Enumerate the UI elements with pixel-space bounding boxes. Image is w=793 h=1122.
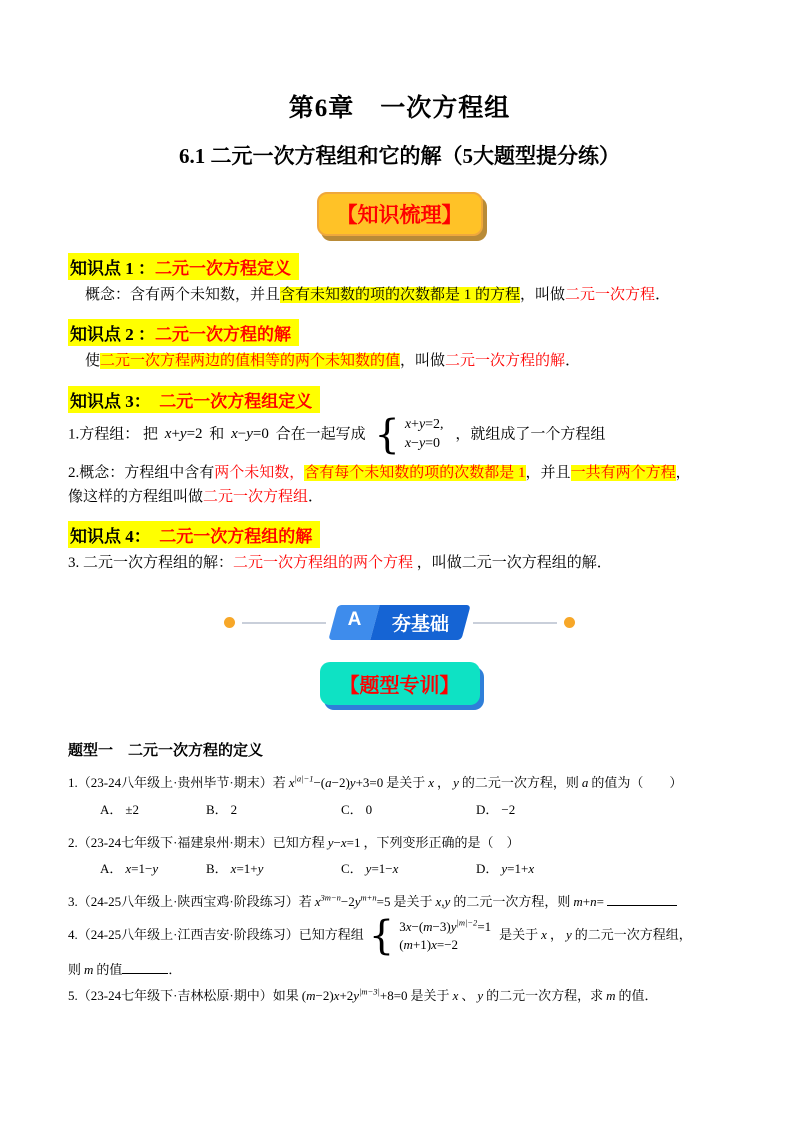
text-seg: 则 bbox=[68, 961, 82, 977]
kp2-body bbox=[68, 349, 731, 373]
option-b bbox=[206, 858, 341, 877]
text-seg: ，叫做 bbox=[400, 353, 446, 370]
text-seg: ． bbox=[655, 287, 671, 303]
math-var: x bbox=[541, 926, 547, 942]
math-var: m bbox=[84, 961, 94, 977]
question-type-badge: 【题型专训】 bbox=[320, 662, 480, 705]
kp1-header bbox=[68, 253, 299, 280]
q2-equation: y−x=1 bbox=[327, 834, 361, 850]
option-c bbox=[341, 858, 476, 877]
question-4 bbox=[68, 912, 731, 959]
q1-equation: $x^{|a|-1}-(a-2)y+3=0$ bbox=[288, 774, 384, 791]
text-seg: 是关于 bbox=[393, 893, 433, 909]
math-var: y bbox=[565, 926, 572, 942]
red-term: 二元一次方程组 bbox=[203, 488, 309, 505]
brace-icon: { bbox=[374, 411, 400, 458]
option-equation: x=1−y bbox=[125, 860, 159, 876]
text-seg: ， bbox=[549, 926, 563, 942]
text-seg: 2.（23-24七年级下·福建泉州·期末）已知方程 bbox=[68, 834, 325, 850]
inline-equation: x+y=2 bbox=[164, 426, 203, 443]
text-seg: ，并且 bbox=[525, 464, 571, 481]
kp2-header bbox=[68, 319, 299, 346]
text-seg: 是关于 bbox=[499, 926, 539, 942]
text-seg: 3. 二元一次方程组的解： bbox=[68, 555, 234, 572]
option-b bbox=[206, 799, 341, 818]
option-equation: y=1+x bbox=[501, 860, 535, 876]
option-equation: x=1+y bbox=[230, 860, 264, 876]
kp3-line1 bbox=[68, 411, 731, 458]
text-seg: 4.（24-25八年级上·江西吉安·阶段练习）已知方程组 bbox=[68, 926, 364, 942]
question-3 bbox=[68, 891, 731, 913]
option-equation: y=1−x bbox=[365, 860, 399, 876]
question-4-line2 bbox=[68, 959, 731, 981]
text-seg: ，叫做 bbox=[520, 287, 566, 303]
left-line bbox=[242, 622, 326, 624]
kp2-header-title: 二元一次方程的解 bbox=[155, 325, 291, 345]
red-term: 二元一次方程的解 bbox=[445, 353, 566, 370]
text-seg: ． bbox=[308, 488, 324, 505]
text-seg: 像这样的方程组叫做 bbox=[68, 488, 204, 505]
text-seg: ， bbox=[675, 464, 691, 481]
grade-label-box bbox=[370, 605, 470, 640]
kp1-header-prefix: 知识点 1 ： bbox=[70, 259, 155, 278]
answer-blank bbox=[607, 893, 677, 906]
kp4-section bbox=[68, 516, 731, 575]
text-seg: ，就组成了一个方程组 bbox=[455, 426, 606, 443]
option-label: B． bbox=[206, 801, 228, 817]
practice-badge-row bbox=[68, 662, 731, 709]
text-seg: 的值为（ ） bbox=[591, 775, 683, 791]
kp4-header bbox=[68, 521, 320, 548]
math-var: x bbox=[428, 775, 435, 791]
system-equations bbox=[402, 416, 447, 454]
option-value: −2 bbox=[501, 801, 516, 817]
kp1-body bbox=[68, 283, 731, 307]
system-eq1: x+y=2, bbox=[404, 416, 444, 432]
system-eq1: $3x-(m-3)y^{|m|-2}=1$ bbox=[399, 917, 492, 935]
highlighted-red-text: 二元一次方程两边的值相等的两个未知数的值 bbox=[100, 353, 401, 370]
answer-blank bbox=[122, 961, 168, 974]
q4-equation-system bbox=[368, 912, 494, 959]
text-seg: 概念：含有两个未知数，并且 bbox=[85, 287, 281, 303]
option-value: 2 bbox=[230, 801, 238, 817]
text-seg: 、 bbox=[461, 987, 475, 1003]
option-a bbox=[100, 858, 206, 877]
option-label: A． bbox=[100, 860, 123, 876]
section-title: 6.1 二元一次方程组和它的解（5大题型提分练） bbox=[179, 144, 620, 168]
grade-ribbon bbox=[328, 605, 470, 640]
red-term: 二元一次方程组的两个方程 bbox=[233, 555, 414, 572]
knowledge-badge-row bbox=[68, 192, 731, 248]
text-seg: 1.方程组： 把 bbox=[68, 426, 159, 443]
text-seg: ，叫做二元一次方程组的解． bbox=[413, 555, 612, 572]
text-seg: 5.（23-24七年级下·吉林松原·期中）如果 bbox=[68, 987, 299, 1003]
text-seg: 合在一起写成 bbox=[275, 426, 366, 443]
system-eq2: x−y=0 bbox=[404, 435, 441, 451]
option-d bbox=[476, 799, 518, 818]
text-seg: 使 bbox=[85, 353, 101, 370]
text-seg: 2.概念：方程组中含有 bbox=[68, 464, 215, 481]
q3-equation: $x^{3m-n}-2y^{m+n}=5$ bbox=[314, 892, 391, 909]
kp4-header-prefix: 知识点 4： bbox=[70, 527, 160, 547]
q3-target-expr: m+n= bbox=[573, 893, 604, 909]
option-label: D． bbox=[476, 860, 499, 876]
grade-label: 夯基础 bbox=[391, 614, 449, 636]
option-label: A． bbox=[100, 801, 123, 817]
text-seg: 的值． bbox=[618, 987, 658, 1003]
option-label: D． bbox=[476, 801, 499, 817]
math-var: a bbox=[581, 775, 589, 791]
kp4-body bbox=[68, 551, 731, 575]
text-seg: 的二元一次方程，则 bbox=[453, 893, 571, 909]
text-seg: ， bbox=[437, 775, 451, 791]
kp1-header-title: 二元一次方程定义 bbox=[155, 259, 291, 278]
kp3-line2 bbox=[68, 461, 731, 510]
kp2-section bbox=[68, 314, 731, 373]
math-var: m bbox=[606, 987, 616, 1003]
option-label: C． bbox=[341, 801, 363, 817]
text-seg: 是关于 bbox=[410, 987, 450, 1003]
right-line bbox=[473, 622, 557, 624]
question-2 bbox=[68, 832, 731, 854]
question-5 bbox=[68, 985, 731, 1007]
highlighted-text: 含有未知数的项的次数都是 1 的方程 bbox=[280, 287, 521, 303]
text-seg: ． bbox=[168, 961, 182, 977]
level-ribbon bbox=[68, 605, 731, 640]
text-seg: 的二元一次方程组， bbox=[574, 926, 692, 942]
text-seg: 和 bbox=[209, 426, 225, 443]
equation-system bbox=[374, 411, 446, 458]
math-vars: x,y bbox=[435, 893, 451, 909]
q5-equation: $(m-2)x+2y^{|m-3|}+8=0$ bbox=[301, 986, 408, 1003]
brace-icon: { bbox=[368, 912, 395, 959]
option-label: C． bbox=[341, 860, 363, 876]
text-seg: 是关于 bbox=[386, 775, 426, 791]
topic-1-heading: 题型一 二元一次方程的定义 bbox=[68, 743, 264, 760]
text-seg: ． bbox=[565, 353, 581, 370]
left-dot-icon bbox=[224, 617, 235, 628]
kp4-header-title: 二元一次方程组的解 bbox=[159, 527, 313, 547]
red-term: 二元一次方程 bbox=[565, 287, 656, 303]
text-seg: 1.（23-24八年级上·贵州毕节·期末）若 bbox=[68, 775, 286, 791]
text-seg: 3.（24-25八年级上·陕西宝鸡·阶段练习）若 bbox=[68, 893, 312, 909]
option-a bbox=[100, 799, 206, 818]
inline-equation: x−y=0 bbox=[231, 426, 269, 443]
math-var: y bbox=[453, 775, 459, 791]
option-value: ±2 bbox=[125, 801, 140, 817]
grade-letter: A bbox=[347, 609, 362, 631]
right-dot-icon bbox=[564, 617, 575, 628]
question-1-options bbox=[68, 799, 731, 818]
system-eq2: (m+1)x=−2 bbox=[399, 936, 459, 952]
text-seg: 的二元一次方程，则 bbox=[461, 775, 579, 791]
option-label: B． bbox=[206, 860, 228, 876]
question-1 bbox=[68, 772, 731, 794]
question-2-options bbox=[68, 858, 731, 877]
text-seg: 的二元一次方程，求 bbox=[486, 987, 604, 1003]
math-var: y bbox=[477, 987, 484, 1003]
chapter-title: 第6章 一次方程组 bbox=[288, 95, 511, 122]
text-seg: ，下列变形正确的是（ ） bbox=[363, 834, 520, 850]
highlighted-red-text: 含有每个未知数的项的次数都是 1 bbox=[304, 464, 526, 481]
kp2-header-prefix: 知识点 2 ： bbox=[70, 325, 155, 345]
option-c bbox=[341, 799, 476, 818]
knowledge-review-badge: 【知识梳理】 bbox=[317, 192, 483, 236]
kp3-header bbox=[68, 386, 320, 413]
kp3-header-prefix: 知识点 3： bbox=[70, 391, 160, 411]
kp3-header-title: 二元一次方程组定义 bbox=[159, 391, 313, 411]
text-seg: 的值 bbox=[96, 961, 123, 977]
option-value: 0 bbox=[365, 801, 373, 817]
system-equations bbox=[396, 918, 494, 953]
option-d bbox=[476, 858, 537, 877]
math-var: x bbox=[452, 987, 459, 1003]
highlighted-red-text: 一共有两个方程 bbox=[570, 464, 676, 481]
kp3-section bbox=[68, 381, 731, 510]
red-term: 两个未知数， bbox=[214, 464, 305, 481]
kp1-section bbox=[68, 248, 731, 307]
